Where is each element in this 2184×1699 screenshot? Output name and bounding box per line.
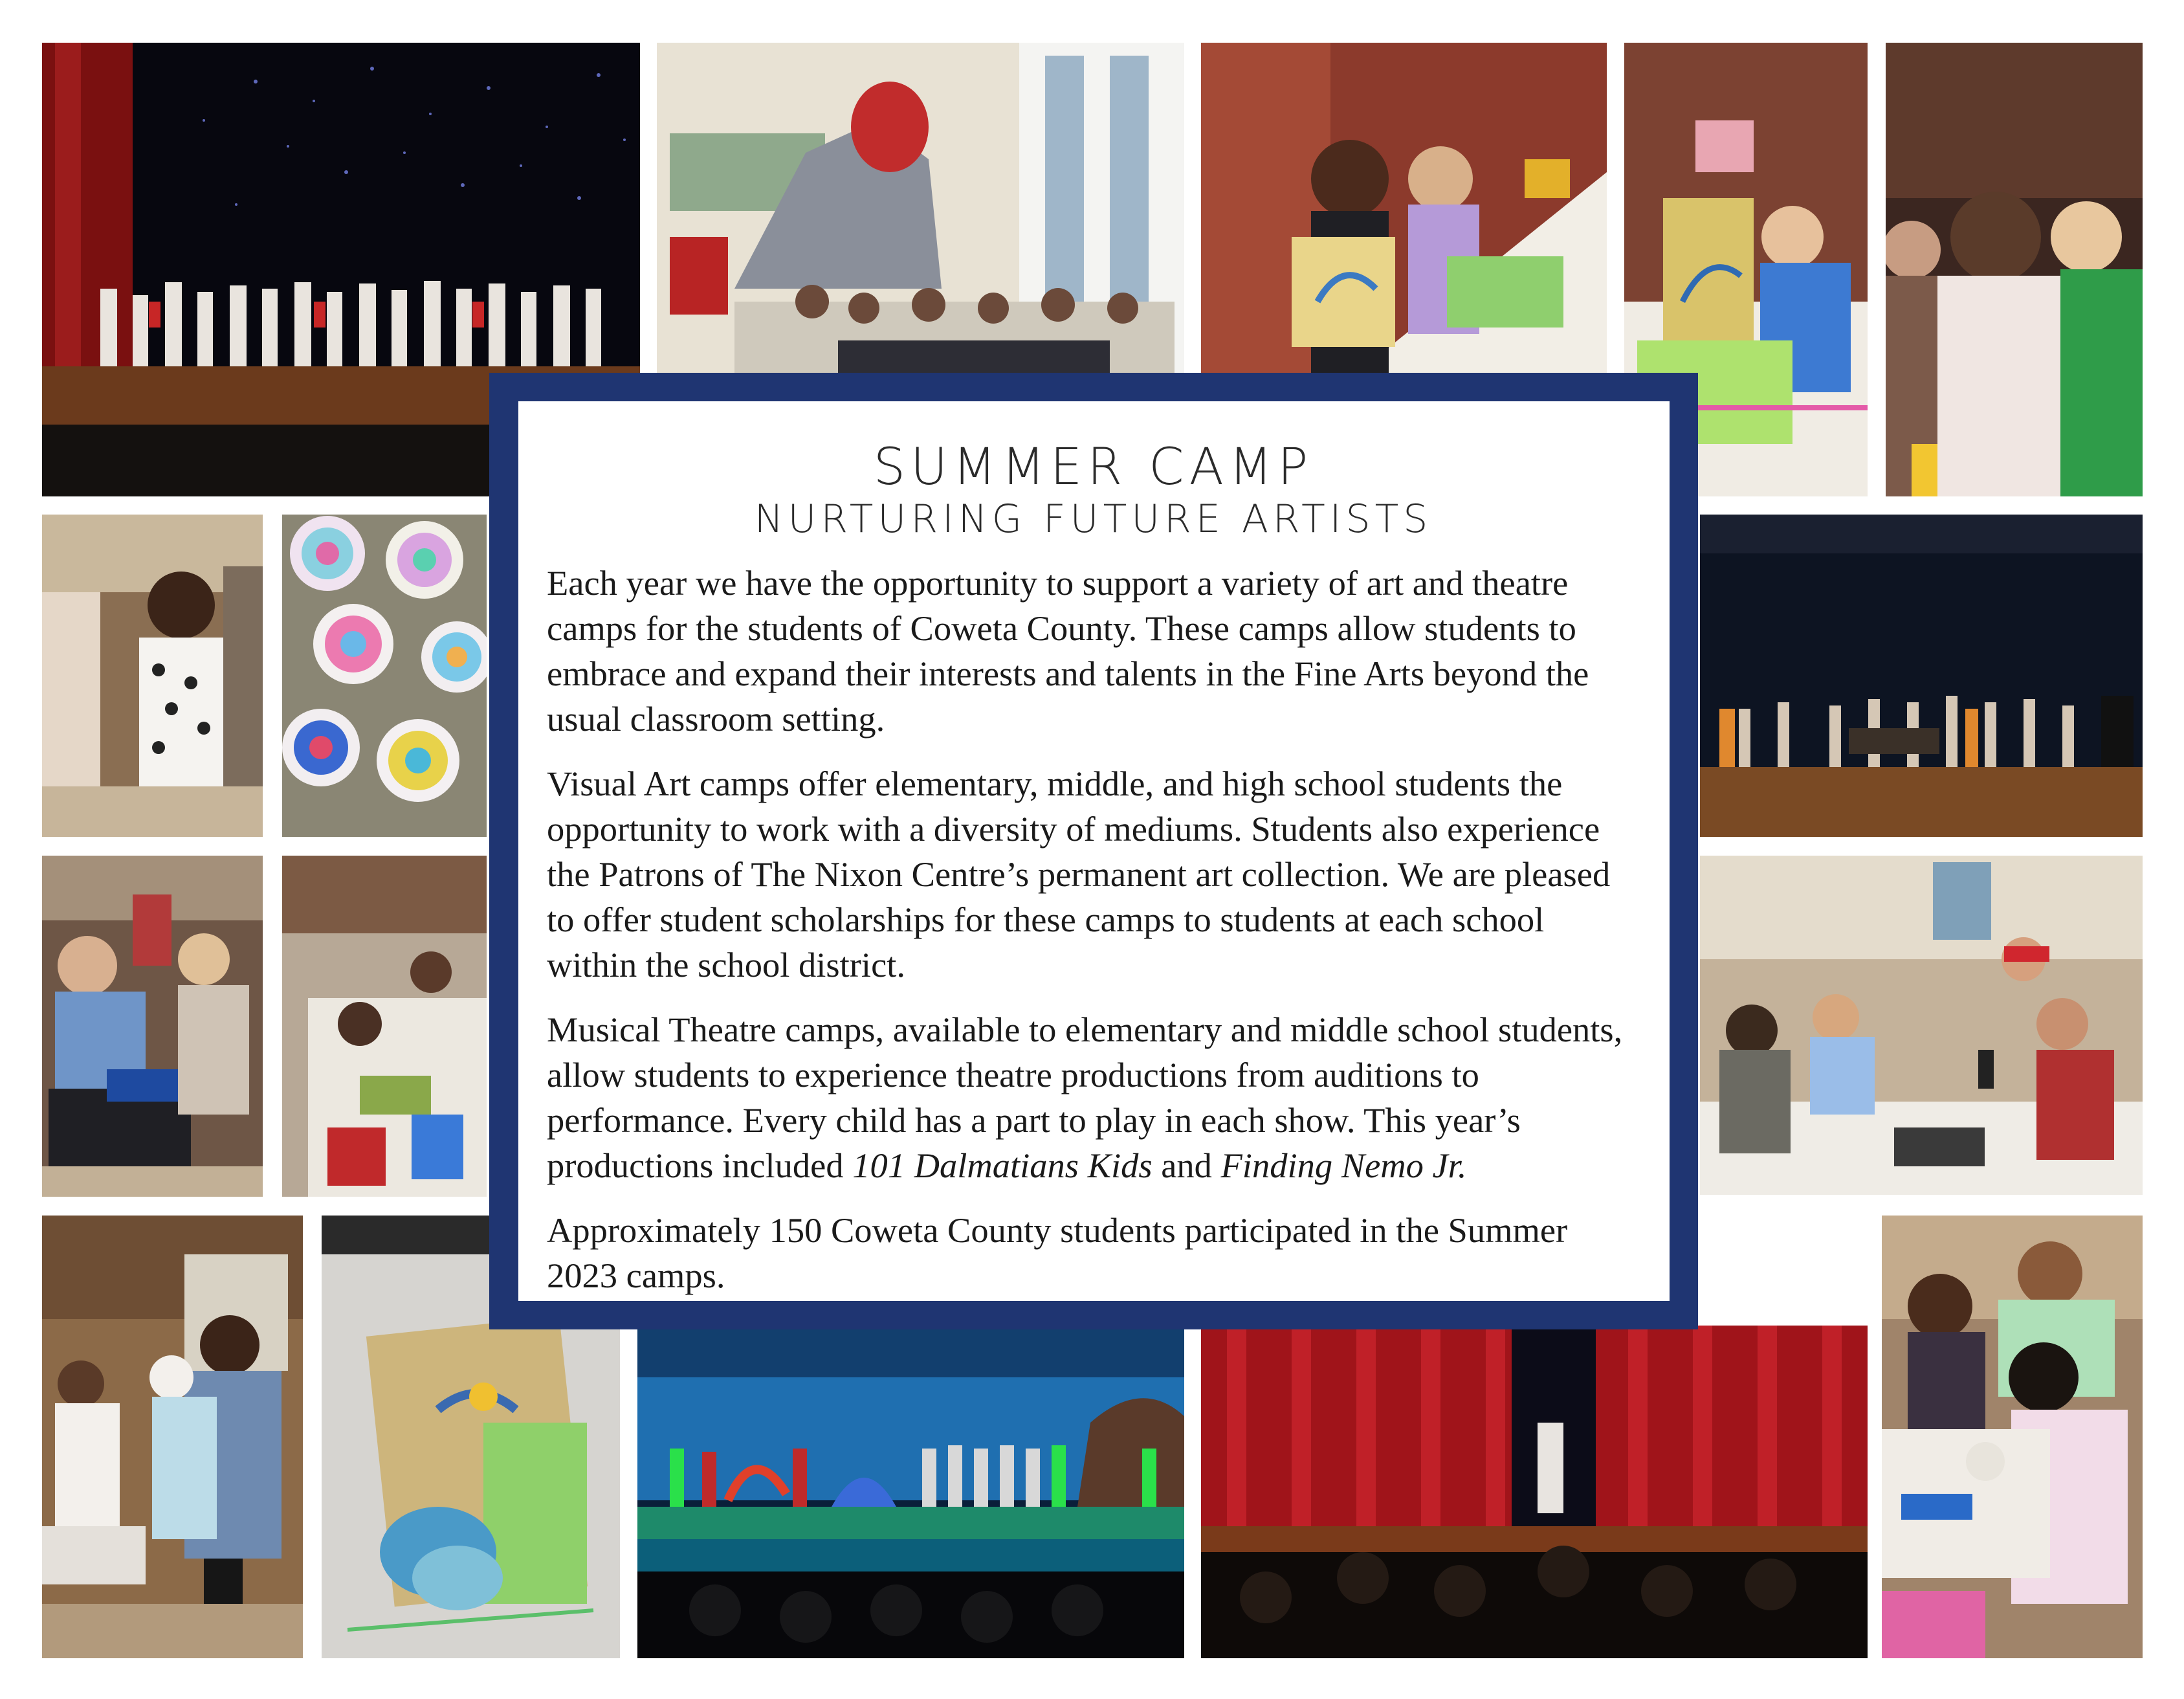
paragraph-intro: Each year we have the opportunity to support a variety of art and theatre camps for the students of Coweta County. These camps allow students to embrace and expand their interests and talents in the Fine Arts beyond the usual classroom setting. — [547, 563, 1589, 738]
photo-art-room-volcano-set — [657, 43, 1184, 373]
photo-stage-nemo-underwater — [637, 1326, 1184, 1658]
show-title-dalmatians: 101 Dalmatians Kids — [852, 1146, 1153, 1185]
photo-classroom-tables — [1700, 856, 2143, 1195]
photo-girls-with-bird-drawings — [1201, 43, 1607, 373]
photo-lobby-dalmatian-hug — [42, 1216, 303, 1658]
photo-girl-dalmatian-costume — [42, 515, 263, 837]
panel-subtitle: NURTURING FUTURE ARTISTS — [754, 496, 1433, 542]
paragraph-musical-theatre — [547, 1007, 1640, 1188]
photo-stage-rehearsal — [1700, 515, 2143, 837]
paragraph-participation: Approximately 150 Coweta County students participated in the Summer 2023 camps. — [547, 1210, 1568, 1295]
show-title-nemo: Finding Nemo Jr. — [1220, 1146, 1467, 1185]
conjunction-text: and — [1152, 1146, 1221, 1185]
photo-art-tables-overhead — [282, 856, 487, 1197]
paragraph-musical-theatre-text: Musical Theatre camps, available to elementary and middle school students, allow students to experience theatre productions from auditions to performance. Every child has a part to play in each show. This year’s productions included — [547, 1010, 1623, 1185]
photo-grandfather-wheelchair — [42, 856, 263, 1197]
panel-title: SUMMER CAMP — [873, 438, 1314, 496]
text-panel — [518, 401, 1670, 1301]
paragraph-visual-art: Visual Art camps offer elementary, middle, and high school students the opportunity to work with a diversity of mediums. Students also experience the Patrons of The Nixon Centre’s permanent art collection. We are pleased to offer student scholarships for these camps to students at each school within the school district. — [547, 764, 1611, 984]
photo-audience-hug — [1886, 43, 2143, 496]
photo-stage-red-curtain — [1201, 1326, 1868, 1658]
photo-tie-dye-coffee-filters — [282, 515, 487, 837]
photo-kids-painting-watercolor — [1882, 1216, 2143, 1658]
